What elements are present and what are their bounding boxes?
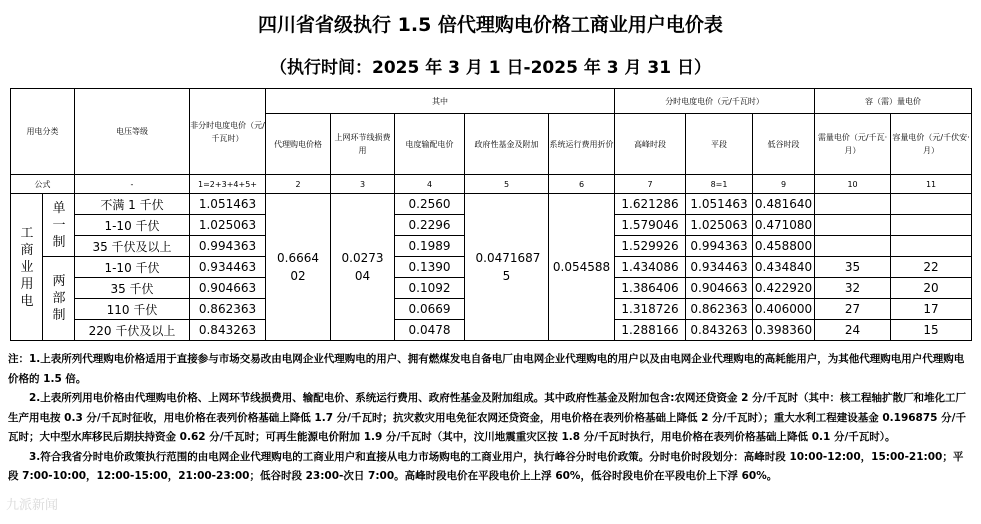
header-category: 用电分类: [11, 89, 75, 175]
transmission-cell: 0.1092: [395, 278, 465, 299]
watermark: 九派新闻: [6, 498, 59, 513]
non-tou-cell: 1.025063: [190, 215, 266, 236]
peak-cell: 1.386406: [615, 278, 686, 299]
flat-cell: 1.051463: [686, 194, 753, 215]
transmission-cell: 0.1989: [395, 236, 465, 257]
demand-cell: [815, 236, 891, 257]
header-valley: 低谷时段: [753, 114, 815, 175]
category-label: 工商业用电: [20, 225, 34, 309]
note-3: 3.符合我省分时电价政策执行范围的由电网企业代理购电的工商业用户和直接从电力市场购电的工商业用户，执行峰谷分时电价政策。分时电价时段划分：高峰时段 10:00-12:00，15:00-21:00；平段 7:00-10:00，12:00-15:00，21:00-23:00；低谷时段 23:00-次日 7:00。高峰时段电价在平段电价上上浮 60%，低谷时段电价在平段电价上下浮 60%。: [8, 450, 964, 482]
two-part-system-label: 两部制: [52, 274, 66, 323]
gov-fund-value: 0.0471687 5: [475, 251, 541, 283]
header-voltage: 电压等级: [75, 89, 190, 175]
peak-cell: 1.288166: [615, 320, 686, 341]
category-cell: [11, 194, 43, 341]
header-capacity-price: 容量电价（元/千伏安·月）: [891, 114, 972, 175]
transmission-cell: 0.0669: [395, 299, 465, 320]
formula-c10: 10: [815, 175, 891, 194]
price-table: [10, 88, 972, 341]
notes-section: [8, 350, 973, 487]
formula-voltage: -: [75, 175, 190, 194]
flat-cell: 1.025063: [686, 215, 753, 236]
header-sys-cost: 系统运行费用折价: [549, 114, 615, 175]
sys-cost-cell: 0.054588: [549, 194, 615, 341]
capacity-cell: [891, 194, 972, 215]
valley-cell: 0.406000: [753, 299, 815, 320]
agent-price-value: 0.666402: [277, 251, 319, 283]
non-tou-cell: 0.862363: [190, 299, 266, 320]
formula-c11: 11: [891, 175, 972, 194]
capacity-cell: 20: [891, 278, 972, 299]
formula-c1: 1=2+3+4+5+: [190, 175, 266, 194]
gov-fund-cell: [465, 194, 549, 341]
note-2: 2.上表所列用电价格由代理购电价格、上网环节线损费用、输配电价、系统运行费用、政府性基金及附加组成。其中政府性基金及附加包含:农网还贷资金 2 分/千瓦时（其中：核工程轴扩散厂和堆化工厂生产用电按 0.3 分/千瓦时征收，用电价格在表列价格基础上降低 1.7 分/千瓦时；抗灾救灾用电免征农网还贷资金，用电价格在表列价格基础上降低 2 分/千瓦时）；重大水利工程建设基金 0.196875 分/千瓦时；大中型水库移民后期扶持资金 0.62 分/千瓦时；可再生能源电价附加 1.9 分/千瓦时（其中，汶川地震重灾区按 1.8 分/千瓦时执行，用电价格在表列价格基础上降低 0.1 分/千瓦时）。: [8, 392, 966, 443]
document-subtitle: （执行时间：2025 年 3 月 1 日-2025 年 3 月 31 日）: [269, 58, 711, 78]
header-grid-loss: 上网环节线损费用: [331, 114, 395, 175]
non-tou-cell: 0.843263: [190, 320, 266, 341]
valley-cell: 0.434840: [753, 257, 815, 278]
formula-c9: 9: [753, 175, 815, 194]
voltage-cell: 35 千伏及以上: [75, 236, 190, 257]
header-tou-group: 分时电度电价（元/千瓦时）: [615, 89, 815, 114]
agent-price-cell: [266, 194, 331, 341]
capacity-cell: 17: [891, 299, 972, 320]
document-title: 四川省省级执行 1.5 倍代理购电价格工商业用户电价表: [258, 14, 723, 36]
demand-cell: 35: [815, 257, 891, 278]
formula-c4: 4: [395, 175, 465, 194]
grid-loss-value: 0.027304: [341, 251, 384, 283]
valley-cell: 0.481640: [753, 194, 815, 215]
header-demand-price: 需量电价（元/千瓦·月）: [815, 114, 891, 175]
non-tou-cell: 0.994363: [190, 236, 266, 257]
flat-cell: 0.904663: [686, 278, 753, 299]
demand-cell: 27: [815, 299, 891, 320]
formula-c5: 5: [465, 175, 549, 194]
valley-cell: 0.471080: [753, 215, 815, 236]
demand-cell: [815, 194, 891, 215]
flat-cell: 0.843263: [686, 320, 753, 341]
two-part-system-cell: [43, 257, 75, 341]
voltage-cell: 110 千伏: [75, 299, 190, 320]
transmission-cell: 0.2560: [395, 194, 465, 215]
formula-c6: 6: [549, 175, 615, 194]
header-gov-fund: 政府性基金及附加: [465, 114, 549, 175]
voltage-cell: 不满 1 千伏: [75, 194, 190, 215]
peak-cell: 1.529926: [615, 236, 686, 257]
header-peak: 高峰时段: [615, 114, 686, 175]
valley-cell: 0.422920: [753, 278, 815, 299]
formula-c3: 3: [331, 175, 395, 194]
capacity-cell: [891, 215, 972, 236]
grid-loss-cell: [331, 194, 395, 341]
non-tou-cell: 0.904663: [190, 278, 266, 299]
voltage-cell: 1-10 千伏: [75, 215, 190, 236]
valley-cell: 0.458800: [753, 236, 815, 257]
note-1: 注：1.上表所列代理购电价格适用于直接参与市场交易改由电网企业代理购电的用户、拥有燃煤发电自备电厂由电网企业代理购电的用户以及由电网企业代理购电的高耗能用户，为其他代理购电用户代理购电价格的 1.5 倍。: [8, 353, 965, 385]
peak-cell: 1.579046: [615, 215, 686, 236]
header-among: 其中: [266, 89, 615, 114]
voltage-cell: 220 千伏及以上: [75, 320, 190, 341]
flat-cell: 0.934463: [686, 257, 753, 278]
formula-label: 公式: [11, 175, 75, 194]
header-non-tou-price: 非分时电度电价（元/千瓦时）: [190, 89, 266, 175]
header-flat: 平段: [686, 114, 753, 175]
voltage-cell: 1-10 千伏: [75, 257, 190, 278]
header-transmission: 电度输配电价: [395, 114, 465, 175]
formula-c8: 8=1: [686, 175, 753, 194]
flat-cell: 0.994363: [686, 236, 753, 257]
demand-cell: [815, 215, 891, 236]
capacity-cell: 15: [891, 320, 972, 341]
formula-c2: 2: [266, 175, 331, 194]
non-tou-cell: 1.051463: [190, 194, 266, 215]
single-system-label: 单一制: [52, 200, 66, 250]
non-tou-cell: 0.934463: [190, 257, 266, 278]
header-agent-price: 代理购电价格: [266, 114, 331, 175]
transmission-cell: 0.1390: [395, 257, 465, 278]
transmission-cell: 0.0478: [395, 320, 465, 341]
header-capacity-group: 容（需）量电价: [815, 89, 972, 114]
capacity-cell: 22: [891, 257, 972, 278]
demand-cell: 32: [815, 278, 891, 299]
demand-cell: 24: [815, 320, 891, 341]
flat-cell: 0.862363: [686, 299, 753, 320]
peak-cell: 1.434086: [615, 257, 686, 278]
valley-cell: 0.398360: [753, 320, 815, 341]
single-system-cell: [43, 194, 75, 257]
capacity-cell: [891, 236, 972, 257]
peak-cell: 1.621286: [615, 194, 686, 215]
peak-cell: 1.318726: [615, 299, 686, 320]
transmission-cell: 0.2296: [395, 215, 465, 236]
voltage-cell: 35 千伏: [75, 278, 190, 299]
formula-c7: 7: [615, 175, 686, 194]
